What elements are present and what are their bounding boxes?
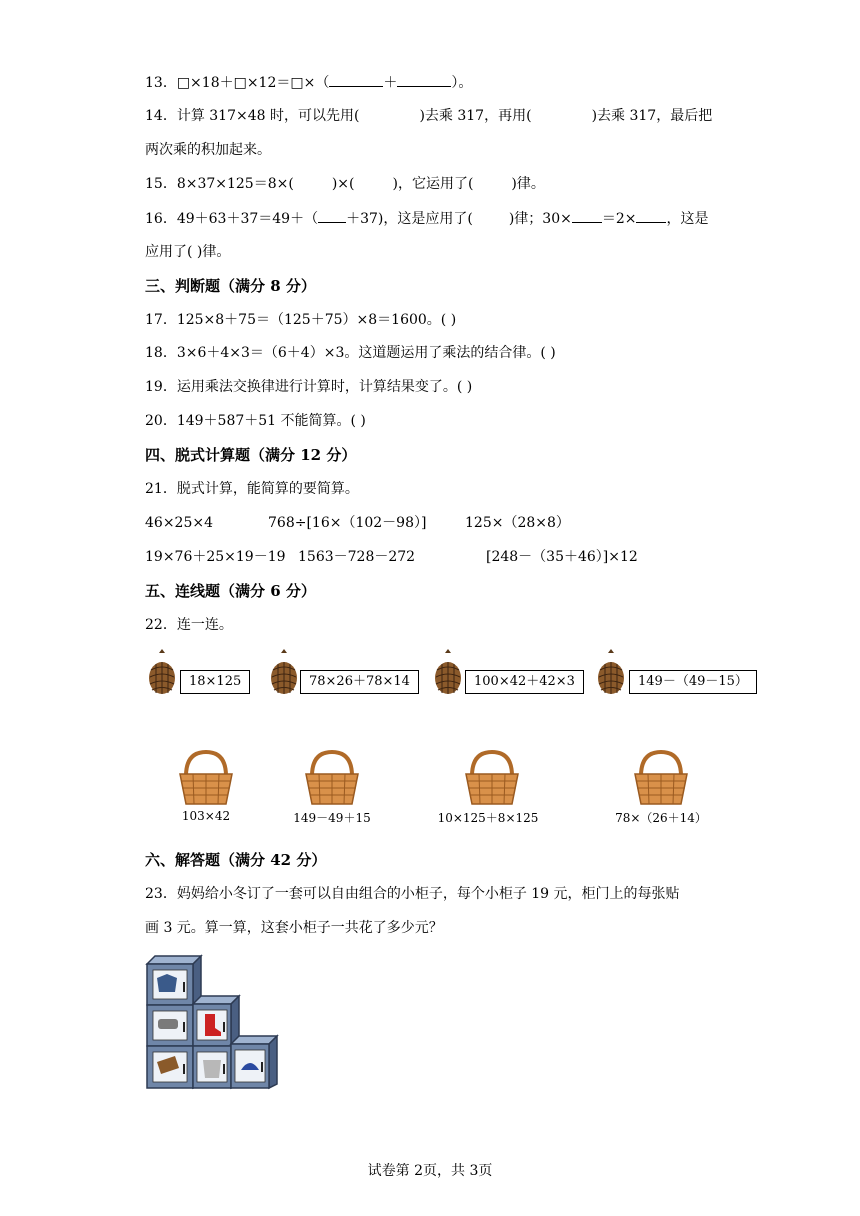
basket-icon xyxy=(177,750,235,806)
calc-item: 125×（28×8） xyxy=(465,515,570,531)
calc-item: 46×25×4 xyxy=(145,515,213,531)
answer-blank[interactable] xyxy=(572,208,602,223)
question-23-line1: 23．妈妈给小冬订了一套可以自由组合的小柜子，每个小柜子 19 元，柜门上的每张贴 xyxy=(145,886,680,902)
calc-item: 1563－728－272 xyxy=(298,549,416,565)
answer-blank[interactable] xyxy=(329,72,383,87)
calc-item: 19×76＋25×19－19 xyxy=(145,549,286,565)
cone-expression-box[interactable]: 18×125 xyxy=(180,670,250,694)
question-18: 18．3×6＋4×3＝（6＋4）×3。这道题运用了乘法的结合律。( ) xyxy=(145,345,556,361)
page-footer: 试卷第 2页，共 3页 xyxy=(367,1163,493,1179)
basket-label[interactable]: 103×42 xyxy=(181,809,231,823)
question-16: 16．49＋63＋37＝49＋（ ＋37)，这是应用了( )律；30× ＝2× ，这是 xyxy=(145,208,708,229)
cone-expression-box[interactable]: 149－（49－15） xyxy=(629,670,757,694)
question-22-title: 22．连一连。 xyxy=(145,617,233,633)
question-19: 19．运用乘法交换律进行计算时，计算结果变了。( ) xyxy=(145,379,473,395)
pinecone-icon xyxy=(269,648,299,696)
section-6-heading: 六、解答题（满分 42 分） xyxy=(145,851,327,869)
question-14-line2: 两次乘的积加起来。 xyxy=(145,142,271,158)
basket-icon xyxy=(463,750,521,806)
basket-icon xyxy=(632,750,690,806)
cone-expression-box[interactable]: 100×42＋42×3 xyxy=(465,670,584,694)
question-21-title: 21．脱式计算，能简算的要简算。 xyxy=(145,481,359,497)
basket-label[interactable]: 149－49＋15 xyxy=(293,811,371,825)
pinecone-icon xyxy=(433,648,463,696)
question-14: 14．计算 317×48 时，可以先用( )去乘 317，再用( )去乘 317，最后把 xyxy=(145,108,713,124)
answer-blank[interactable] xyxy=(318,208,346,223)
section-3-heading: 三、判断题（满分 8 分） xyxy=(145,277,316,295)
basket-label[interactable]: 10×125＋8×125 xyxy=(437,811,539,825)
question-23-line2: 画 3 元。算一算，这套小柜子一共花了多少元？ xyxy=(145,920,443,936)
answer-blank[interactable] xyxy=(397,72,451,87)
calc-item: 768÷[16×（102－98）] xyxy=(268,515,427,531)
calc-item: [248－（35＋46）]×12 xyxy=(486,549,638,565)
basket-label[interactable]: 78×（26＋14） xyxy=(615,811,707,825)
question-16-line2: 应用了( )律。 xyxy=(145,244,231,260)
pinecone-icon xyxy=(596,648,626,696)
question-15: 15．8×37×125＝8×( )×( )，它运用了( )律。 xyxy=(145,176,545,192)
question-17: 17．125×8＋75＝（125＋75）×8＝1600。( ) xyxy=(145,312,457,328)
answer-blank[interactable] xyxy=(636,208,666,223)
cone-expression-box[interactable]: 78×26＋78×14 xyxy=(300,670,419,694)
section-4-heading: 四、脱式计算题（满分 12 分） xyxy=(145,446,357,464)
question-20: 20．149＋587＋51 不能简算。( ) xyxy=(145,413,366,429)
pinecone-icon xyxy=(147,648,177,696)
cabinet-illustration xyxy=(145,952,280,1090)
section-5-heading: 五、连线题（满分 6 分） xyxy=(145,582,316,600)
question-13: 13．□×18＋□×12＝□×（ ＋ ）。 xyxy=(145,72,472,93)
basket-icon xyxy=(303,750,361,806)
